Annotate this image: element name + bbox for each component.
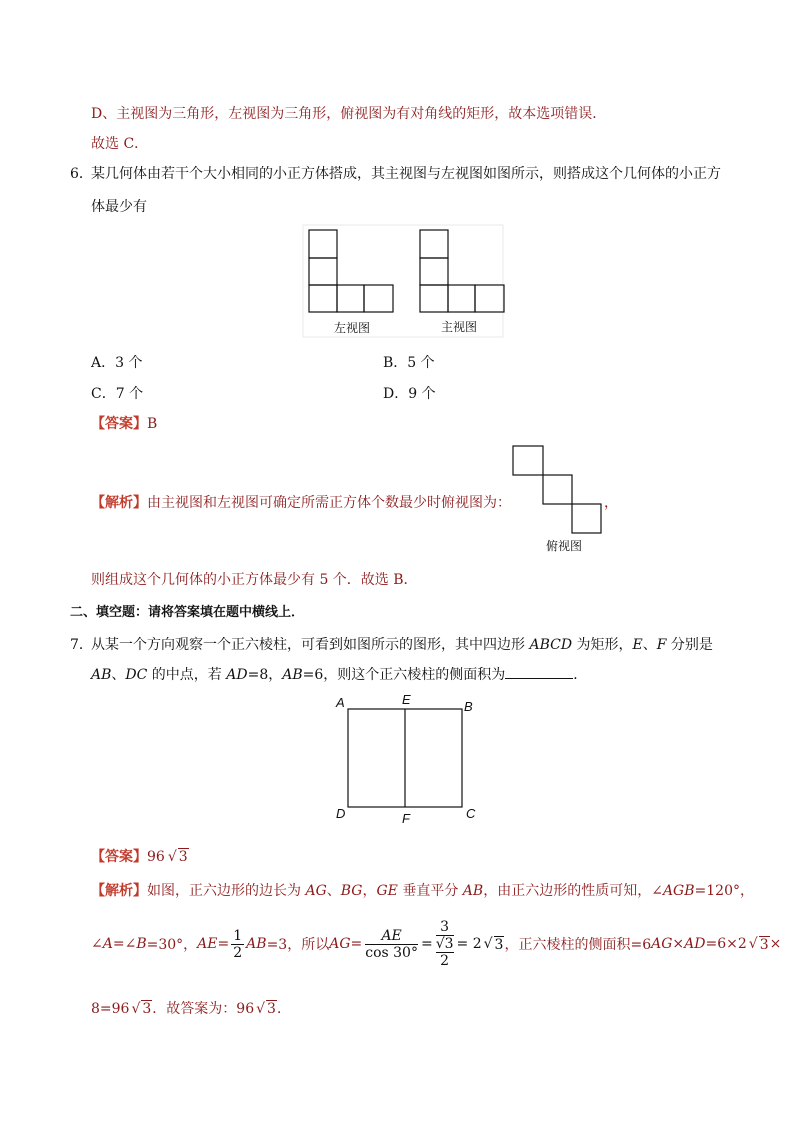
text: =3，所以 — [266, 937, 330, 953]
q6-option-a: A．3 个 — [91, 355, 143, 371]
text: =6×2 — [705, 936, 747, 952]
var-b: B — [136, 936, 147, 952]
numerator: 1 — [233, 927, 243, 944]
text: 从某一个方向观察一个正六棱柱，可看到如图所示的图形，其中四边形 — [91, 637, 530, 653]
var-ab: AB — [282, 667, 303, 683]
text: = — [420, 936, 433, 952]
rectangle-abcd — [348, 709, 462, 807]
q7-analysis-line1 — [91, 880, 754, 900]
analysis-tag: 【解析】 — [91, 883, 147, 899]
sqrt-sign: √ — [131, 1001, 141, 1017]
analysis-tag: 【解析】 — [91, 495, 147, 511]
radicand: 3 — [494, 936, 504, 953]
text: =8， — [247, 667, 283, 683]
q6-text-line2: 体最少有 — [91, 199, 147, 215]
text: ， — [362, 883, 377, 899]
numerator: 3 — [436, 919, 454, 936]
fraction-complex — [436, 919, 454, 969]
q7-number: 7． — [70, 637, 93, 653]
var-abcd: ABCD — [529, 637, 573, 653]
analysis-comma: ， — [604, 495, 618, 511]
prev-option-d: D、主视图为三角形，左视图为三角形，俯视图为有对角线的矩形，故本选项错误． — [91, 106, 607, 122]
sub-numerator: √3 — [435, 936, 454, 952]
denominator: cos 30° — [365, 944, 418, 961]
text: 的中点，若 — [147, 667, 227, 683]
text: ，由正六边形的性质可知，∠ — [483, 883, 663, 899]
text: 垂直平分 — [397, 883, 463, 899]
q6-text-line1: 某几何体由若干个大小相同的小正方体搭成，其主视图与左视图如图所示，则搭成这个几何体的小正方 — [91, 166, 721, 182]
var-ab: AB — [91, 667, 112, 683]
var-bg: BG — [340, 883, 363, 899]
answer-tag: 【答案】 — [91, 849, 147, 865]
left-view-label: 左视图 — [334, 321, 371, 335]
text: = — [217, 936, 230, 952]
var-agb: AGB — [662, 883, 695, 899]
radicand: 3 — [267, 1001, 276, 1017]
radicand: 3 — [759, 936, 769, 953]
answer-blank[interactable] — [505, 666, 573, 679]
var-ad: AD — [684, 936, 706, 952]
answer-radicand: 3 — [178, 849, 188, 865]
q7-text-line2 — [91, 664, 587, 684]
q6-analysis-line2: 则组成这个几何体的小正方体最少有 5 个．故选 B． — [91, 572, 418, 588]
q7-text-line1 — [91, 634, 713, 654]
text: ． — [276, 1001, 291, 1017]
sqrt-sign: √ — [748, 936, 758, 952]
sqrt-sign: √ — [167, 849, 177, 865]
var-ag: AG — [305, 883, 327, 899]
q7-rectangle-figure — [330, 690, 490, 830]
text: ，正六棱柱的侧面积=6 — [504, 937, 652, 953]
text: =30°， — [146, 937, 198, 953]
var-dc: DC — [125, 667, 148, 683]
sqrt-sign: √ — [256, 1001, 266, 1017]
answer-value: B — [147, 416, 158, 432]
var-ab: AB — [246, 936, 267, 952]
label-f: F — [402, 811, 410, 826]
text: ． — [573, 667, 588, 683]
top-view-grid — [513, 446, 601, 533]
text: 为矩形， — [572, 637, 633, 653]
radicand: 3 — [142, 1001, 152, 1017]
var-e: E — [632, 637, 643, 653]
text: 、 — [642, 637, 657, 653]
q7-answer — [91, 846, 189, 866]
label-b: B — [464, 699, 473, 714]
var-ag: AG — [329, 936, 351, 952]
answer-tag: 【答案】 — [91, 416, 147, 432]
var-ae: AE — [197, 936, 218, 952]
text: ．故答案为：96 — [152, 1001, 255, 1017]
q6-views-figure — [300, 222, 510, 342]
answer-number: 96 — [147, 849, 165, 865]
text: =120°， — [694, 883, 754, 899]
text: 如图，正六边形的边长为 — [147, 883, 306, 899]
text: 分别是 — [666, 637, 713, 653]
label-a: A — [336, 695, 345, 710]
var-a: A — [102, 936, 113, 952]
sub-denominator: 2 — [440, 953, 450, 969]
var-ad: AD — [226, 667, 248, 683]
var-ag: AG — [651, 936, 673, 952]
text: 8=96 — [91, 1001, 130, 1017]
q6-option-c: C．7 个 — [91, 386, 144, 402]
fraction-half — [231, 928, 244, 961]
label-e: E — [402, 692, 411, 707]
var-ab: AB — [462, 883, 484, 899]
fraction-ae-cos — [365, 928, 418, 961]
text: × — [672, 936, 685, 952]
text: = 2 — [456, 936, 482, 952]
text: 、 — [111, 667, 126, 683]
q6-option-b: B．5 个 — [383, 355, 435, 371]
text: ∠ — [91, 936, 103, 952]
numerator: AE — [365, 928, 418, 945]
var-f: F — [656, 637, 667, 653]
q7-analysis-line3 — [91, 998, 291, 1018]
denominator: 2 — [233, 944, 243, 961]
var-ge: GE — [376, 883, 398, 899]
q6-top-view-figure — [508, 442, 608, 556]
text: =∠ — [112, 936, 137, 952]
q6-answer — [91, 413, 157, 433]
q6-analysis — [91, 492, 511, 512]
label-c: C — [466, 806, 476, 821]
text: = — [350, 936, 363, 952]
analysis-text: 由主视图和左视图可确定所需正方体个数最少时俯视图为： — [147, 495, 511, 511]
q7-analysis-line2 — [91, 914, 781, 974]
top-view-label: 俯视图 — [546, 539, 583, 553]
front-view-label: 主视图 — [441, 320, 478, 334]
section2-heading: 二、填空题：请将答案填在题中横线上． — [70, 605, 305, 620]
sqrt-sign: √ — [483, 936, 493, 952]
q6-number: 6． — [70, 166, 93, 182]
text: × — [769, 936, 782, 952]
q6-option-d: D．9 个 — [383, 386, 436, 402]
prev-conclusion: 故选 C． — [91, 136, 149, 152]
label-d: D — [336, 806, 346, 821]
text: 、 — [326, 883, 341, 899]
text: =6，则这个正六棱柱的侧面积为 — [302, 667, 506, 683]
